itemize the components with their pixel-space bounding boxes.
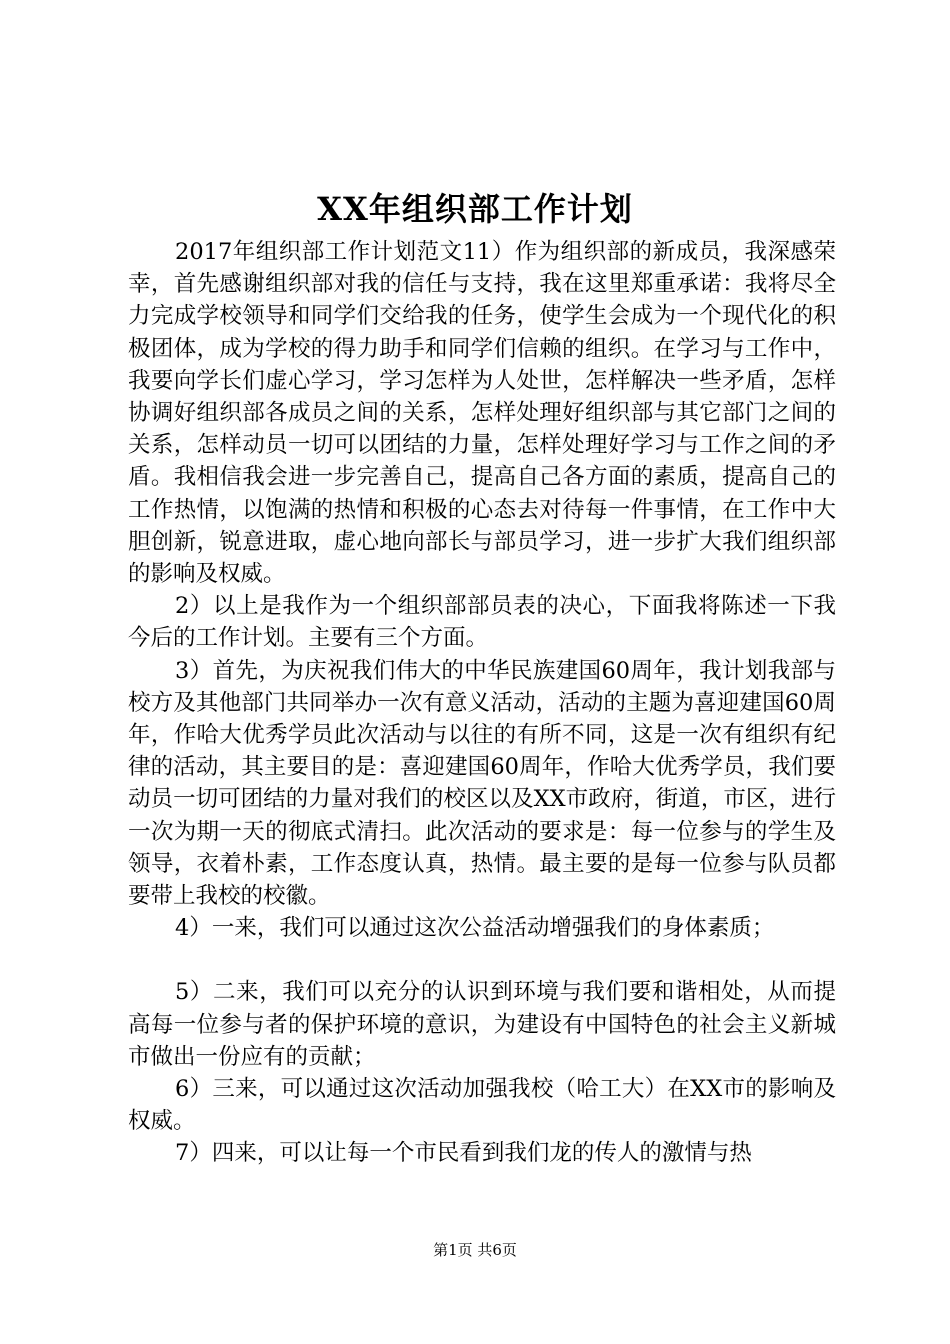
paragraph-5: 5）二来，我们可以充分的认识到环境与我们要和谐相处，从而提高每一位参与者的保护环境的意识，为建设有中国特色的社会主义新城市做出一份应有的贡献； [128,979,836,1070]
paragraph-4: 4）一来，我们可以通过这次公益活动增强我们的身体素质； [175,915,775,942]
paragraph-6: 6）三来，可以通过这次活动加强我校（哈工大）在XX市的影响及权威。 [128,1076,836,1135]
paragraph-2: 2）以上是我作为一个组织部部员表的决心，下面我将陈述一下我今后的工作计划。主要有三个方面。 [128,593,836,652]
page-footer: 第1页 共6页 [433,1241,517,1259]
paragraph-1: 2017年组织部工作计划范文11）作为组织部的新成员，我深感荣幸，首先感谢组织部对我的信任与支持，我在这里郑重承诺：我将尽全力完成学校领导和同学们交给我的任务，使学生会成为一个现代化的积极团体，成为学校的得力助手和同学们信赖的组织。在学习与工作中，我要向学长们虚心学习，学习怎样为人处世，怎样解决一些矛盾，怎样协调好组织部各成员之间的关系，怎样处理好组织部与其它部门之间的关系，怎样动员一切可以团结的力量，怎样处理好学习与工作之间的矛盾。我相信我会进一步完善自己，提高自己各方面的素质，提高自己的工作热情，以饱满的热情和积极的心态去对待每一件事情，在工作中大胆创新，锐意进取，虚心地向部长与部员学习，进一步扩大我们组织部的影响及权威。 [128,239,836,588]
document-title: XX年组织部工作计划 [317,190,633,228]
paragraph-7: 7）四来，可以让每一个市民看到我们龙的传人的激情与热 [175,1140,752,1167]
document-body [128,236,836,1170]
paragraph-3: 3）首先，为庆祝我们伟大的中华民族建国60周年，我计划我部与校方及其他部门共同举办一次有意义活动，活动的主题为喜迎建国60周年，作哈大优秀学员此次活动与以往的有所不同，这是一次有组织有纪律的活动，其主要目的是：喜迎建国60周年，作哈大优秀学员，我们要动员一切可团结的力量对我们的校区以及XX市政府，街道，市区，进行一次为期一天的彻底式清扫。此次活动的要求是：每一位参与的学生及领导，衣着朴素，工作态度认真，热情。最主要的是每一位参与队员都要带上我校的校徽。 [128,657,836,910]
paragraph-gap [128,944,836,976]
